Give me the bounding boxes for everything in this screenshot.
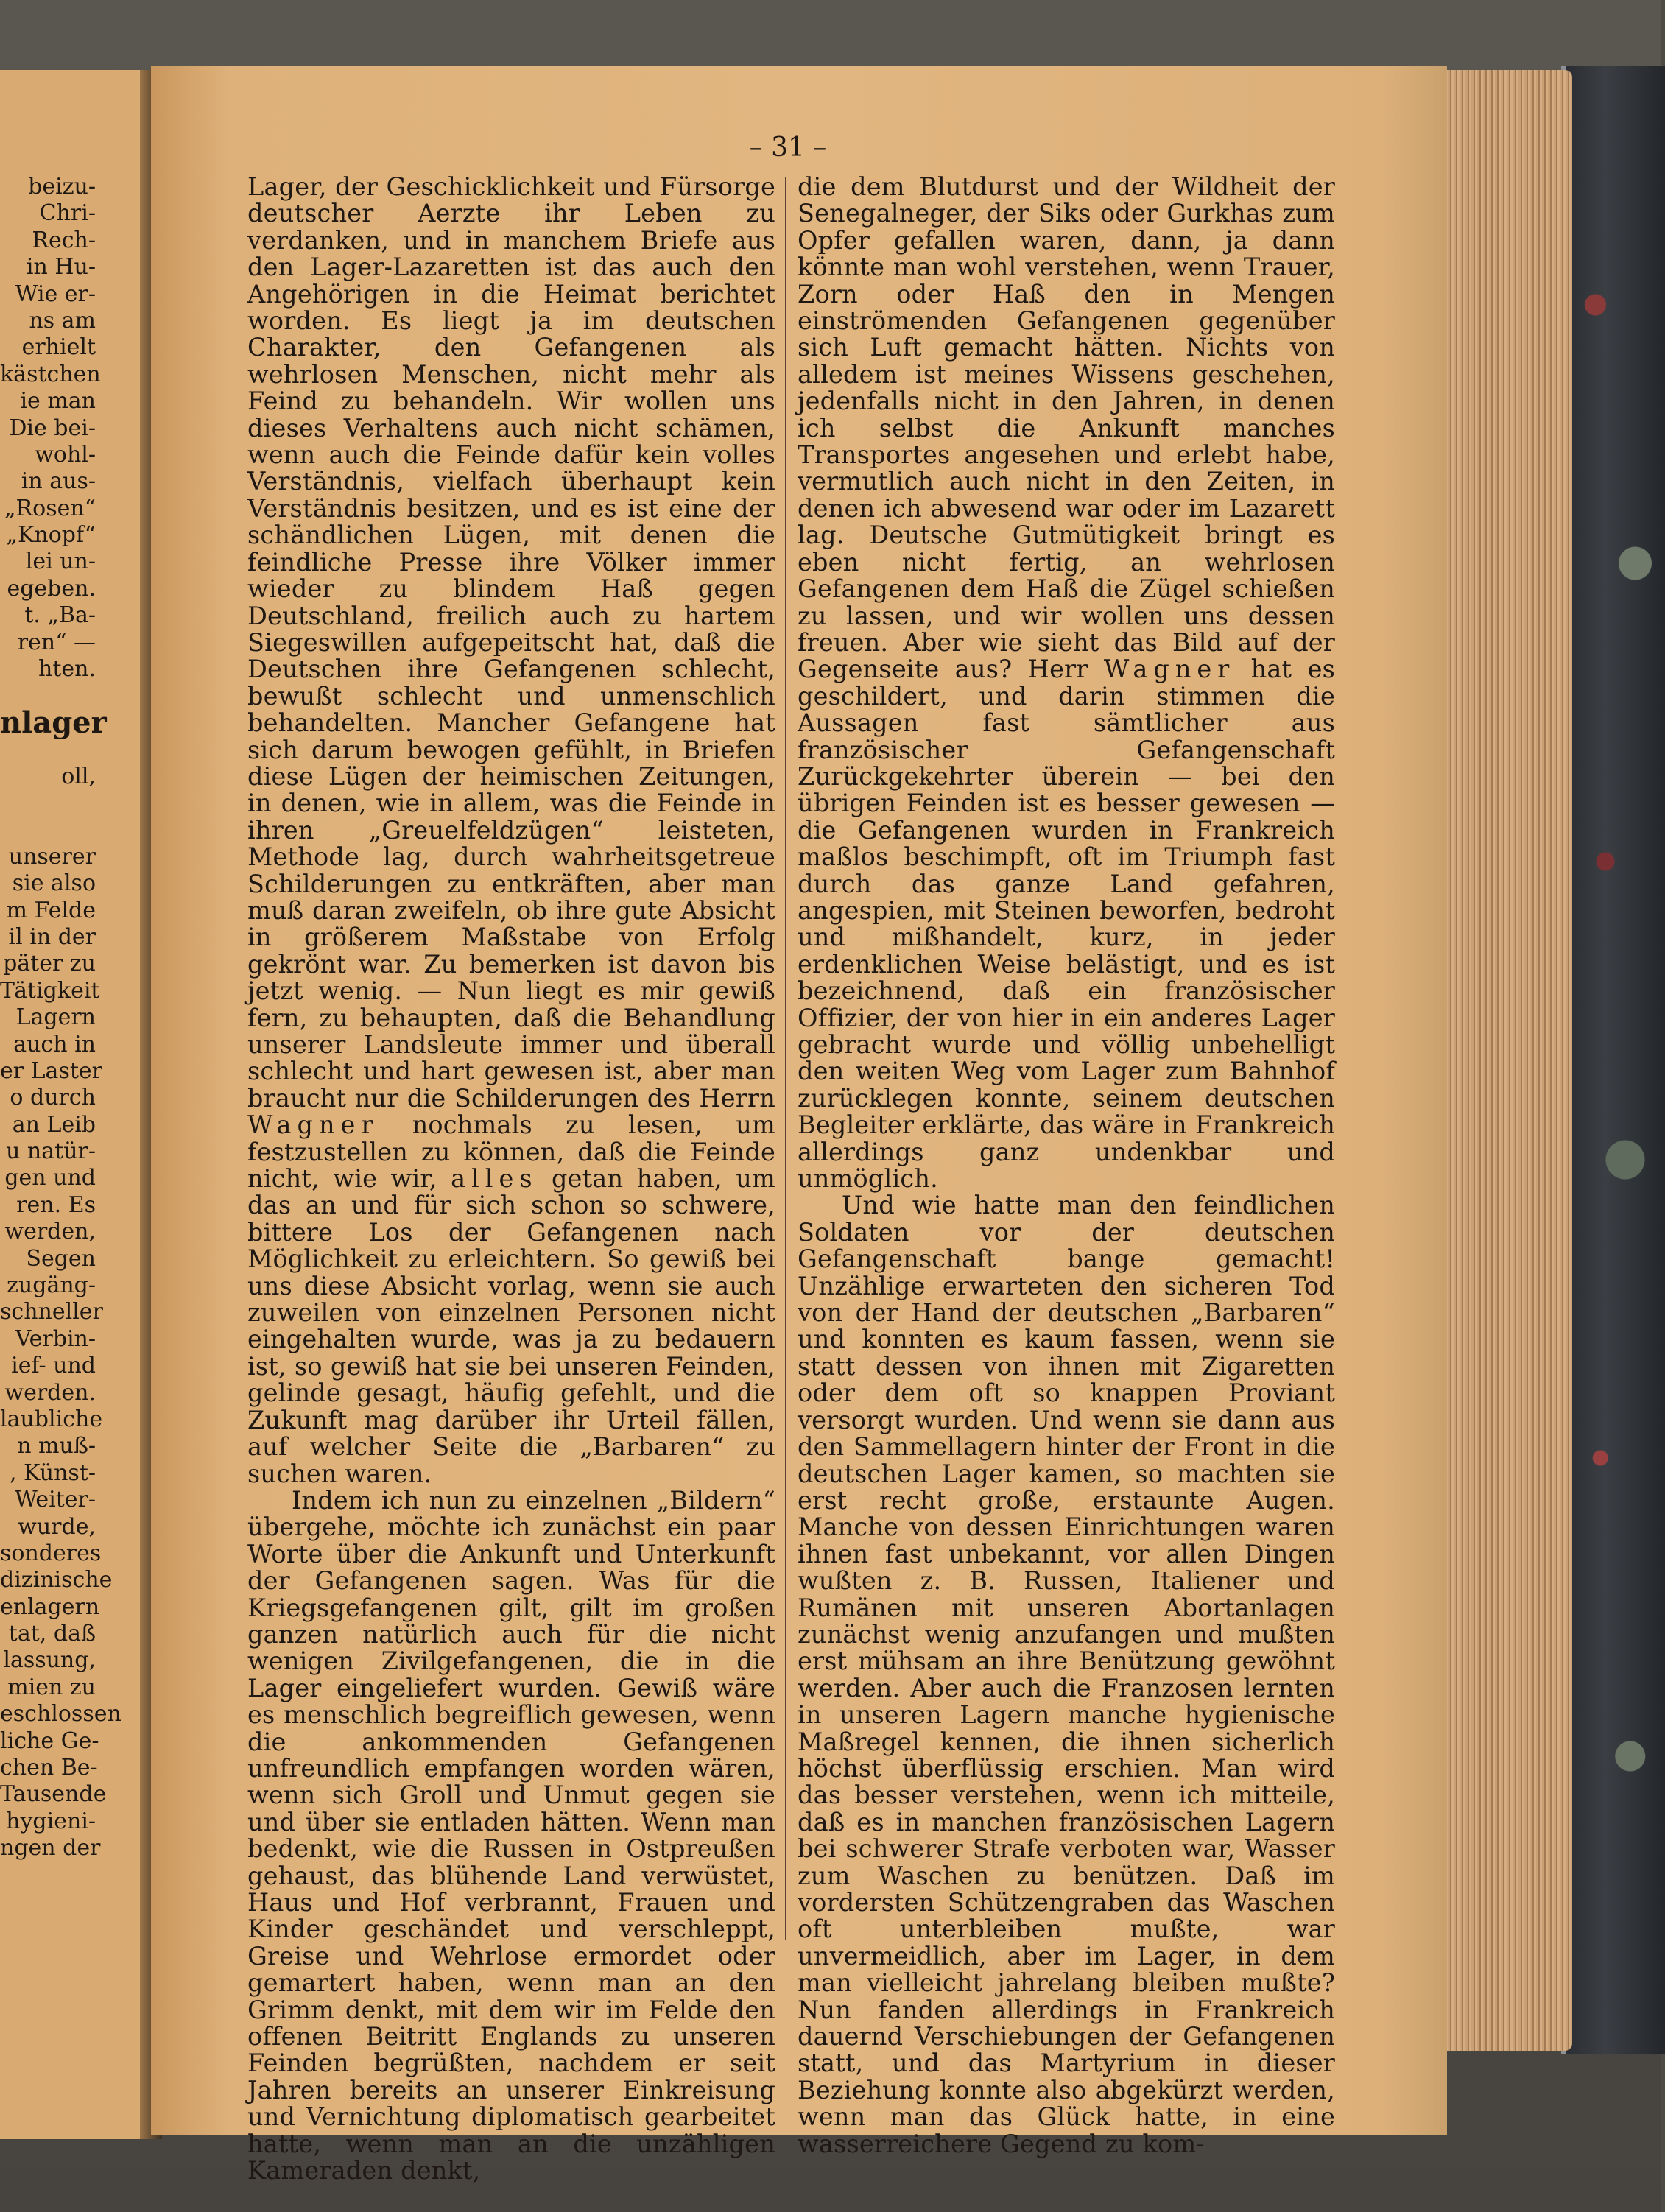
text-run: Lager, der Geschicklichkeit und Fürsorge deutscher Aerzte ihr Leben zu verdanken, und in manchem Briefe aus den Lager-Lazaretten ist das auch den Angehörigen in die Heimat berichtet worden. Es liegt ja im deutschen Charakter, den Gefangenen als wehrlosen Menschen, nicht mehr als Feind zu behandeln. Wir wollen uns dieses Verhaltens auch nicht schämen, wenn auch die Feinde dafür kein volles Verständnis, vielfach überhaupt kein Verständnis besitzen, und es ist eine der schändlichen Lügen, mit denen die feindliche Presse ihre Völker immer wieder zu blindem Haß gegen Deutschland, freilich auch zu hartem Siegeswillen aufgepeitscht hat, daß die Deutschen ihre Gefangenen schlecht, bewußt schlecht und unmenschlich behandelten. Mancher Gefangene hat sich darum bewogen gefühlt, in Briefen diese Lügen der heimischen Zeitungen, in denen, wie in allem, was die Feinde in ihren „Greuelfeldzügen“ leisteten, Methode lag, durch wahrheitsgetreue Schilderungen zu entkräften, aber man muß daran zweifeln, ob ihre gute Absicht in größerem Maßstabe von Erfolg gekrönt war. Zu bemerken ist davon bis jetzt wenig. — Nun liegt es mir gewiß fern, zu behaupten, daß die Behandlung unserer Landsleute immer und überall schlecht und hart gewesen ist, aber man braucht nur die Schilderungen des Herrn [247,172,775,1113]
fragment-line: tat, daß [8,1621,96,1647]
emphasized-name: Wagner [1103,655,1236,684]
fragment-line [0,817,96,843]
page-edges [1436,70,1572,2051]
column-divider [785,177,786,1940]
fragment-line: wurde, [18,1513,96,1540]
fragment-line: an Leib [12,1111,96,1138]
paragraph: Indem ich nun zu einzelnen „Bildern“ übergehe, möchte ich zunächst ein paar Worte über die Ankunft und Unterkunft der Gefangenen sagen. Was für die Kriegsgefangenen gilt, gilt im großen ganzen natürlich auch für die nicht wenigen Zivilgefangenen, die in die Lager eingeliefert wurden. Gewiß wäre es menschlich begreiflich gewesen, wenn die ankommenden Gefangenen unfreundlich empfangen worden wären, wenn sich Groll und Unmut gegen sie und über sie entladen hätten. Wenn man bedenkt, wie die Russen in Ostpreußen gehaust, das blühende Land verwüstet, Haus und Hof verbrannt, Frauen und Kinder geschändet und verschleppt, Greise und Wehrlose ermordet oder gemartert haben, wenn man an den Grimm denkt, mit dem wir im Felde den offenen Beitritt Englands zu unseren Feinden begrüßten, nachdem er seit Jahren bereits an unserer Einkreisung und Vernichtung diplomatisch gearbeitet hatte, wenn man an die unzähligen Kameraden denkt, [247,1485,775,2185]
fragment-line [0,736,96,763]
fragment-line: zugäng- [7,1272,96,1299]
marbled-book-cover [1561,66,1665,2054]
fragment-line: ns am [29,307,96,334]
fragment-line: oll, [61,763,96,789]
fragment-line: sonderes [0,1540,102,1566]
emphasized-name: Wagner [247,1110,379,1140]
fragment-line: Die bei- [9,415,96,441]
fragment-line: unserer [8,843,96,870]
fragment-line: werden, [4,1219,96,1245]
left-column [247,174,775,2184]
fragment-line: liche Ge- [0,1727,99,1754]
fragment-line: laubliche [0,1406,103,1432]
fragment-line: er Laster [0,1057,102,1084]
fragment-line: sie also [12,870,96,897]
fragment-line: Tätigkeit [0,977,100,1004]
fragment-line: lassung, [3,1647,96,1674]
fragment-line: Tausende [0,1781,107,1808]
page-number: – 31 – [749,133,827,163]
fragment-line: werden. [4,1379,96,1406]
fragment-line: Rech- [32,227,96,253]
emphasized-word: alles [451,1164,538,1194]
fragment-line: ren. Es [16,1191,96,1218]
fragment-line: ie man [20,388,96,415]
fragment-line: Wie er- [15,281,96,307]
fragment-line: hygieni- [6,1808,96,1834]
fragment-line: Verbin- [15,1325,96,1352]
text-run: getan haben, um das an und für sich schon so schwere, bittere Los der Gefangenen nach Möglichkeit zu erleichtern. So gewiß bei uns diese Absicht vorlag, wenn sie auch zuweilen von einzelnen Personen nicht eingehalten wurde, was ja zu bedauern ist, so gewiß hat sie bei unseren Feinden, gelinde gesagt, häufig gefehlt, und die Zukunft mag darüber ihr Urteil fällen, auf welcher Seite die „Barbaren“ zu suchen waren. [247,1164,776,1488]
fragment-line: Lagern [15,1004,96,1031]
fragment-line: u natür- [6,1138,96,1165]
text-run: nochmals zu lesen, um festzustellen zu können, daß die Feinde nicht, wie wir, [247,1110,775,1194]
fragment-line: dizinische [0,1567,113,1593]
paragraph [798,174,1335,1192]
fragment-line: Segen [26,1245,96,1272]
fragment-line: auch in [13,1031,96,1057]
fragment-line: mien zu [7,1674,96,1700]
fragment-line: ngen der [0,1835,101,1861]
fragment-line: hten. [38,656,96,683]
fragment-line: , Künst- [9,1459,96,1486]
paragraph: Und wie hatte man den feindlichen Soldaten vor der deutschen Gefangenschaft bange gemacht! Unzählige erwarteten den sicheren Tod von der Hand der deutschen „Barbaren“ und konnten es kaum fassen, wenn sie statt dessen von ihnen mit Zigaretten oder dem oft so knappen Proviant versorgt wurden. Und wenn sie dann aus den Sammellagern hinter der Front in die deutschen Lager kamen, so machten sie erst recht große, erstaunte Augen. Manche von dessen Einrichtungen waren ihnen fast unbekannt, vor allen Dingen wußten z. B. Russen, Italiener und Rumänen mit unseren Abortanlagen zunächst wenig anzufangen und mußten erst mühsam an ihre Benützung gewöhnt werden. Aber auch die Franzosen lernten in unseren Lagern manche hygienische Maßregel kennen, die ihnen sicherlich höchst überflüssig erschien. Man wird das besser verstehen, wenn ich mitteile, daß es in manchen französischen Lagern bei schwerer Strafe verboten war, Wasser zum Waschen zu benützen. Daß im vordersten Schützengraben das Waschen oft unterbleiben mußte, war unvermeidlich, aber im Lager, in dem man vielleicht jahrelang bleiben mußte? Nun fanden allerdings in Frankreich dauernd Verschiebungen der Gefangenen statt, und das Martyrium in dieser Beziehung konnte also abgekürzt werden, wenn man das Glück hatte, in eine wasserreichere Gegend zu kom- [798,1191,1335,2158]
fragment-line: in Hu- [26,254,96,281]
fragment-line: „Knopf“ [6,522,96,549]
fragment-line: in aus- [21,468,96,495]
fragment-line: egeben. [7,575,96,602]
fragment-line: kästchen [0,361,101,387]
fragment-line: gen und [4,1165,96,1191]
fragment-line: lei un- [25,549,96,575]
fragment-line: eschlossen [0,1701,122,1727]
fragment-line: enlagern [0,1593,100,1620]
fragment-line: erhielt [21,334,96,361]
fragment-line: n muß- [17,1433,96,1459]
right-column [798,174,1335,2158]
fragment-line: päter zu [3,951,96,977]
fragment-line [0,790,96,817]
fragment-line: „Rosen“ [4,495,96,521]
fragment-line: o durch [10,1085,96,1111]
left-page-text-fragment [0,174,122,1862]
fragment-line: wohl- [35,441,96,468]
fragment-line: Chri- [39,200,96,227]
fragment-line: nlager [0,705,107,740]
fragment-line: ren“ — [17,629,96,655]
fragment-line: beizu- [28,174,96,200]
fragment-line: il in der [8,923,96,950]
fragment-line: m Felde [6,897,96,923]
fragment-line: schneller [0,1299,103,1325]
fragment-line: chen Be- [0,1755,98,1781]
fragment-line: t. „Ba- [24,602,96,629]
fragment-line: Weiter- [14,1487,96,1513]
text-run: die dem Blutdurst und der Wildheit der Senegalneger, der Siks oder Gurkhas zum Opfer gefallen waren, dann, ja dann könnte man wohl verstehen, wenn Trauer, Zorn oder Haß den in Mengen einströmenden Gefangenen gegenüber sich Luft gemacht hätten. Nichts von alledem ist meines Wissens geschehen, jedenfalls nicht in den Jahren, in denen ich selbst die Ankunft manches Transportes angesehen und erlebt habe, vermutlich auch nicht in den Zeiten, in denen ich abwesend war oder im Lazarett lag. Deutsche Gutmütigkeit bringt es eben nicht fertig, an wehrlosen Gefangenen dem Haß die Zügel schießen zu lassen, und wir wollen uns dessen freuen. Aber wie sieht das Bild auf der Gegenseite aus? Herr [798,172,1335,684]
paragraph [247,174,775,1487]
text-run: hat es geschildert, und darin stimmen die Aussagen fast sämtlicher aus französischer Gefangenschaft Zurückgekehrter überein — bei den übrigen Feinden ist es besser gewesen — die Gefangenen wurden in Frankreich maßlos beschimpft, oft im Triumph fast durch das ganze Land gefahren, angespien, mit Steinen beworfen, bedroht und mißhandelt, kurz, in jeder erdenklichen Weise belästigt, und es ist bezeichnend, daß ein französischer Offizier, der von hier in ein anderes Lager gebracht wurde und völlig unbehelligt den weiten Weg vom Lager zum Bahnhof zurücklegen konnte, seinem deutschen Begleiter erklärte, das wäre in Frankreich allerdings ganz undenkbar und unmöglich. [798,655,1335,1194]
fragment-line: ief- und [11,1353,96,1379]
